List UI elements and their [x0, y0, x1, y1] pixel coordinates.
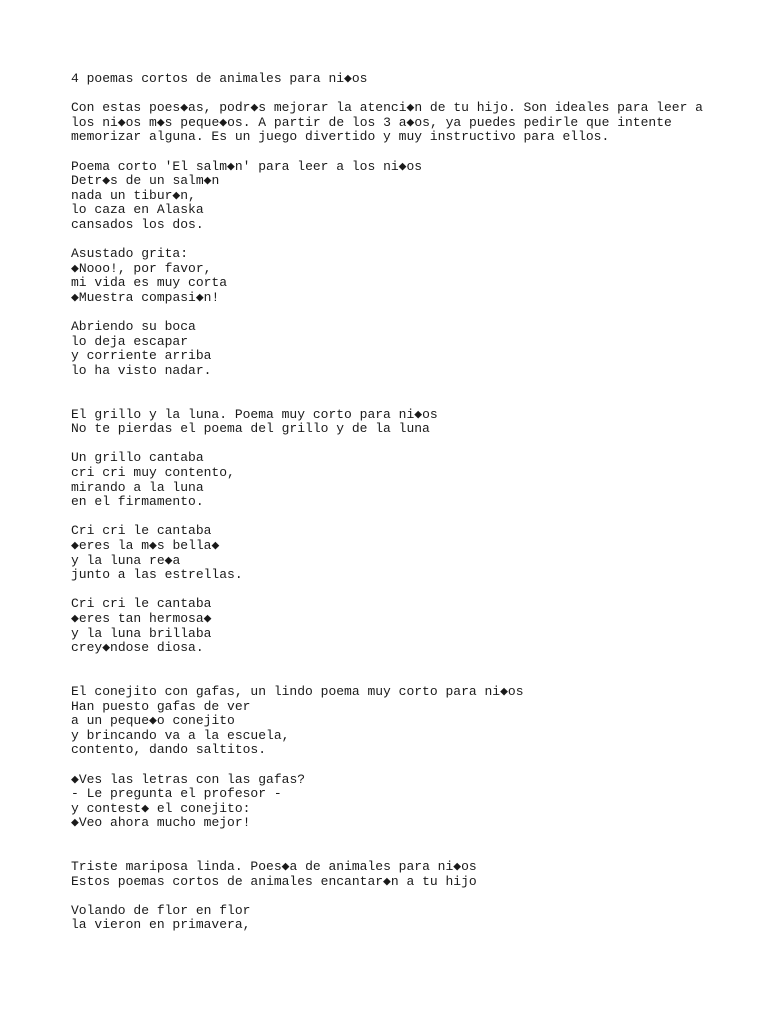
poem-heading: Triste mariposa linda. Poes◆a de animales para ni◆os: [71, 859, 477, 875]
poem-line: cansados los dos.: [71, 216, 204, 232]
poem-line: crey◆ndose diosa.: [71, 640, 204, 656]
intro-line: los ni◆os m◆s peque◆os. A partir de los 3 a◆os, ya puedes pedirle que intente: [71, 114, 672, 130]
poem-line: ◆eres tan hermosa◆: [71, 610, 212, 626]
intro-line: memorizar alguna. Es un juego divertido y muy instructivo para ellos.: [71, 129, 610, 145]
poem-line: ◆Veo ahora mucho mejor!: [71, 815, 251, 831]
poem-line: Abriendo su boca: [71, 319, 196, 335]
poem-heading: El grillo y la luna. Poema muy corto para ni◆os: [71, 406, 438, 422]
poem-line: la vieron en primavera,: [71, 917, 251, 933]
blank-line: [71, 437, 751, 452]
poem-line: Cri cri le cantaba: [71, 596, 212, 612]
poem-line: Asustado grita:: [71, 246, 189, 262]
blank-line: [71, 306, 751, 321]
poem-line: Un grillo cantaba: [71, 450, 204, 466]
poem-heading: Poema corto 'El salm◆n' para leer a los ni◆os: [71, 158, 423, 174]
poem-line: en el firmamento.: [71, 494, 204, 510]
poem-line: - Le pregunta el profesor -: [71, 786, 282, 802]
blank-line: [71, 656, 751, 685]
poem-line: cri cri muy contento,: [71, 465, 235, 481]
poem-line: ◆Ves las letras con las gafas?: [71, 771, 306, 787]
poem-subheading: Estos poemas cortos de animales encantar◆n a tu hijo: [71, 873, 477, 889]
poem-line: y corriente arriba: [71, 348, 212, 364]
document-text: [71, 72, 751, 933]
document-title: 4 poemas cortos de animales para ni◆os: [71, 71, 368, 86]
poem-line: y brincando va a la escuela,: [71, 727, 290, 743]
poem-line: Han puesto gafas de ver: [71, 698, 251, 714]
poem-line: Volando de flor en flor: [71, 902, 251, 918]
poem-line: ◆Nooo!, por favor,: [71, 260, 212, 276]
blank-line: [71, 145, 751, 160]
poem-line: lo caza en Alaska: [71, 202, 204, 218]
poem-line: contento, dando saltitos.: [71, 742, 267, 758]
poem-line: mi vida es muy corta: [71, 275, 228, 291]
poem-line: Cri cri le cantaba: [71, 523, 212, 539]
blank-line: [71, 889, 751, 904]
poem-line: nada un tibur◆n,: [71, 187, 196, 203]
poem-line: y la luna brillaba: [71, 625, 212, 641]
blank-line: [71, 87, 751, 102]
poem-line: a un peque◆o conejito: [71, 713, 235, 729]
poem-line: mirando a la luna: [71, 479, 204, 495]
poem-line: Detr◆s de un salm◆n: [71, 173, 220, 189]
blank-line: [71, 831, 751, 860]
blank-line: [71, 758, 751, 773]
poem-heading: El conejito con gafas, un lindo poema muy corto para ni◆os: [71, 683, 524, 699]
blank-line: [71, 583, 751, 598]
poem-line: ◆eres la m◆s bella◆: [71, 538, 220, 553]
poem-line: ◆Muestra compasi◆n!: [71, 289, 220, 305]
intro-line: Con estas poes◆as, podr◆s mejorar la atenci◆n de tu hijo. Son ideales para leer a: [71, 100, 703, 116]
blank-line: [71, 378, 751, 407]
poem-line: lo deja escapar: [71, 333, 189, 349]
poem-line: y la luna re◆a: [71, 552, 181, 568]
poem-line: junto a las estrellas.: [71, 567, 243, 583]
poem-subheading: No te pierdas el poema del grillo y de la luna: [71, 421, 430, 437]
blank-line: [71, 510, 751, 525]
poem-line: y contest◆ el conejito:: [71, 800, 251, 816]
blank-line: [71, 233, 751, 248]
poem-line: lo ha visto nadar.: [71, 362, 212, 378]
